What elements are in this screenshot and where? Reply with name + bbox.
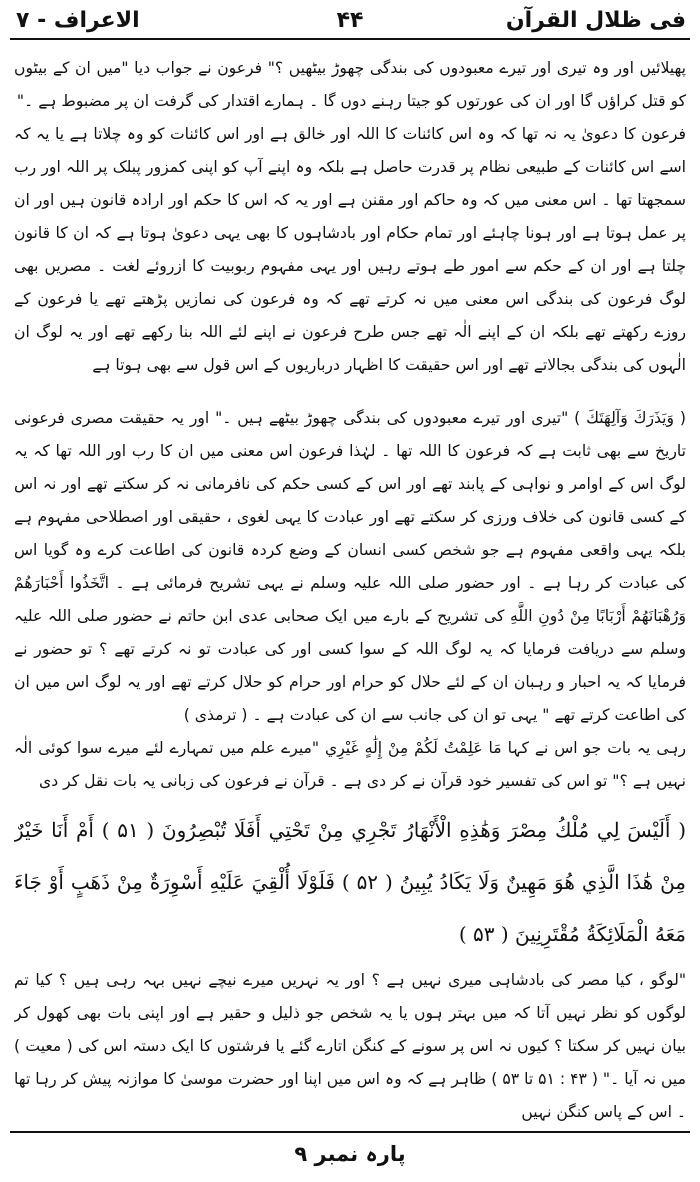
quran-verse-block: ( أَلَيْسَ لِي مُلْكُ مِصْرَ وَهَٰذِهِ الْأَنْهَارُ تَجْرِي مِنْ تَحْتِي أَفَلَا تُبْصِرُونَ ( ۵۱ ) أَمْ أَنَا خَيْرٌ مِنْ هَٰذَا الَّذِي هُوَ مَهِينٌ وَلَا يَكَادُ يُبِينُ ( ۵۲ ) فَلَوْلَا أُلْقِيَ عَلَيْهِ أَسْوِرَةٌ مِنْ ذَهَبٍ أَوْ جَاءَ مَعَهُ الْمَلَائِكَةُ مُقْتَرِنِينَ ( ۵۳ ) [14,818,686,946]
paragraph-5: "لوگو ، کیا مصر کی بادشاہی میری نہیں ہے ؟ اور یہ نہریں میرے نیچے نہیں بہہ رہی ہیں ؟ کیا تم لوگوں کو نظر نہیں آتا کہ میں بہتر ہوں یا یہ شخص جو ذلیل و حقیر ہے اور اپنی بات بھی کھول کر بیان نہیں کر سکتا ؟ کیوں نہ اس پر سونے کے کنگن اتارے گئے یا فرشتوں کا ایک دستہ اس کی ( معیت ) میں نہ آیا ۔" ( ۴۳ : ۵۱ تا ۵۳ ) ظاہر ہے کہ وہ اس میں اپنا اور حضرت موسیٰ کا موازنہ پیش کر رہا تھا ۔ اس کے پاس کنگن نہیں [14,971,686,1121]
paragraph-1: پھیلائیں اور وہ تیری اور تیرے معبودوں کی بندگی چھوڑ بیٹھیں ؟" فرعون نے جواب دیا "میں ان کے بیٹوں کو قتل کراؤں گا اور ان کی عورتوں کو جیتا رہنے دوں گا ۔ ہمارے اقتدار کی گرفت ان پر مضبوط ہے ۔" [14,59,686,110]
paragraph-gap [14,382,686,402]
paragraph-2: فرعون کا دعویٰ یہ نہ تھا کہ وہ اس کائنات کا اللہ اور خالق ہے اور اس کائنات کو وہ چلاتا ہے یا یہ کہ اسے اس کائنات کے طبیعی نظام پر قدرت حاصل ہے بلکہ وہ اپنے آپ کو اپنی کمزور پبلک پر اللہ اور رب سمجھتا تھا ۔ اس معنی میں کہ وہ حاکم اور مقنن ہے اور یہ کہ اس کا حکم اور ارادہ قانون ہیں اور ان پر عمل ہوتا ہے اور ہونا چاہئے اور تمام حکام اور بادشاہوں کا بھی یہی دعویٰ ہوتا ہے کہ ان کا قانون چلتا ہے اور ان کے حکم سے امور طے ہوتے رہیں اور یہی مفہوم ربوبیت کا ازروئے لغت ۔ مصریں بھی لوگ فرعون کی بندگی اس معنی میں نہ کرتے تھے کہ وہ فرعون کی نمازیں پڑھتے تھے یا فرعون کے روزے رکھتے تھے بلکہ ان کے اپنے الٰہ تھے جس طرح فرعون نے اپنے لئے اللہ بنا رکھے تھے اور یہ لوگ ان الٰہوں کی بندگی بجالاتے تھے اور اس حقیقت کا اظہار درباریوں کے اس قول سے بھی ہوتا ہے [14,125,686,374]
juz-label: پارہ نمبر ۹ [294,1142,406,1166]
paragraph-3: ( وَيَذَرَكَ وَآلِهَتَكَ ) "تیری اور تیرے معبودوں کی بندگی چھوڑ بیٹھے ہیں ۔" اور یہ حقیقت مصری فرعونی تاریخ سے بھی ثابت ہے کہ فرعون کا اللہ تھا ۔ لہٰذا فرعون اس معنی میں ان کا رب اور اللہ تھا کہ یہ لوگ اس کے اوامر و نواہی کے پابند تھے اور اس کے کسی حکم کی نافرمانی نہ کر سکتے تھے اور نہ اس کے کسی قانون کی خلاف ورزی کر سکتے تھے اور عبادت کا یہی لغوی ، حقیقی اور اصطلاحی مفہوم ہے بلکہ یہی واقعی مفہوم ہے جو شخص کسی انسان کے وضع کردہ قانون کی اطاعت کرے وہ گویا اس کی عبادت کر رہا ہے ۔ اور حضور صلی اللہ علیہ وسلم نے یہی تشریح فرمائی ہے ۔ اتَّخَذُوا أَحْبَارَهُمْ وَرُهْبَانَهُمْ أَرْبَابًا مِنْ دُونِ اللَّهِ کی تشریح کے بارے میں ایک صحابی عدی ابن حاتم نے حضور صلی اللہ علیہ وسلم سے دریافت فرمایا کہ یہ لوگ اللہ کے سوا کسی اور کی عبادت تو نہ کرتے تھے ؟ تو حضور نے فرمایا کہ یہ احبار و رہبان ان کے لئے حلال کو حرام اور حرام کو حلال کرتے تھے اور یہ لوگ اس میں ان کی اطاعت کرتے تھے " یہی تو ان کی جانب سے ان کی عبادت ہے ۔ ( ترمذی ) [14,409,686,724]
paragraph-4: رہی یہ بات جو اس نے کہا مَا عَلِمْتُ لَكُمْ مِنْ إِلَٰهٍ غَيْرِي "میرے علم میں تمہارے لئے میرے سوا کوئی الٰہ نہیں ہے ؟" تو اس کی تفسیر خود قرآن نے کر دی ہے ۔ قرآن نے فرعون کی زبانی یہ بات نقل کر دی [14,739,686,790]
page-header [10,4,690,40]
page-number: ۴۴ [336,8,364,33]
surah-label: الاعراف - ۷ [16,8,140,33]
page-body [14,52,686,1127]
book-title: فی ظلال القرآن [505,8,686,33]
footer-divider [10,1131,690,1133]
